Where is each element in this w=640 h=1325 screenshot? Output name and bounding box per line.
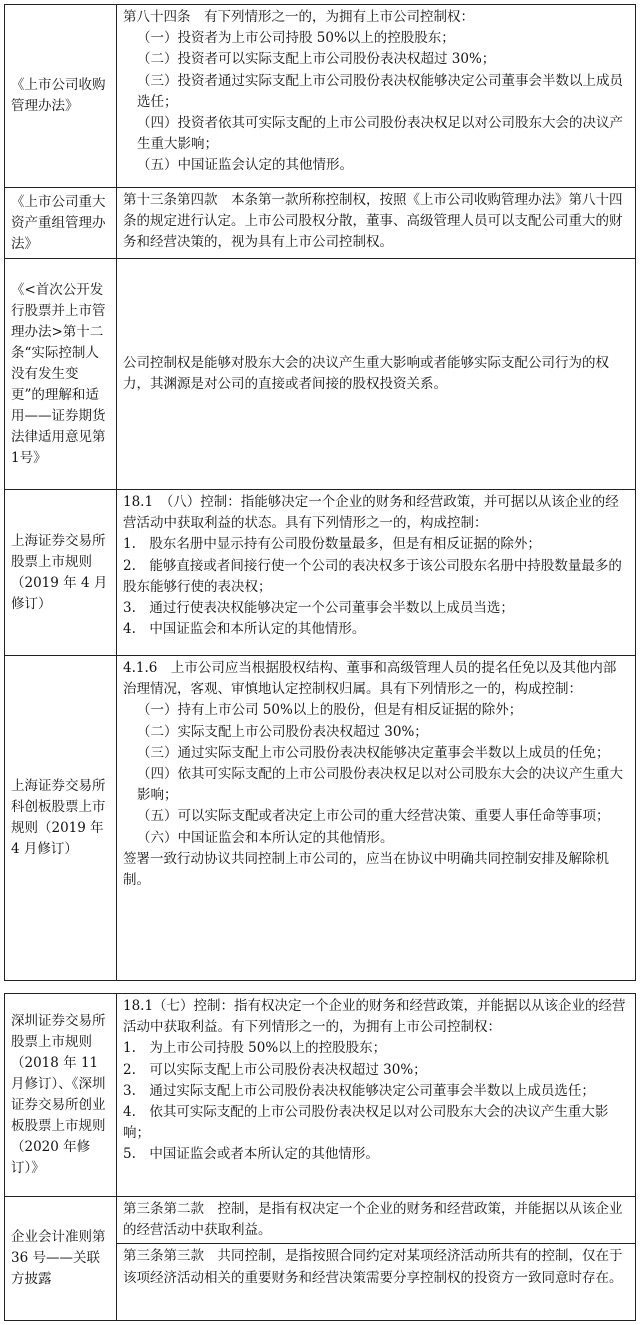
article-line: 1. 为上市公司持股 50%以上的控股股东； xyxy=(123,1040,387,1057)
source-cell xyxy=(5,994,117,1196)
article-line: 4. 中国证监会和本所认定的其他情形。 xyxy=(123,621,366,638)
source-name: 企业会计准则第 36 号——关联方披露 xyxy=(11,1229,106,1287)
article-line: 5. 中国证监会或者本所认定的其他情形。 xyxy=(123,1146,379,1163)
source-cell xyxy=(5,656,117,980)
article-line: （六）中国证监会和本所认定的其他情形。 xyxy=(137,829,394,846)
content-cell xyxy=(117,5,635,187)
source-name: 上海证券交易所科创板股票上市规则（2019 年 4 月修订） xyxy=(11,778,106,857)
table-row xyxy=(4,258,636,490)
source-name: 《上市公司重大资产重组管理办法》 xyxy=(11,193,106,252)
content-cell xyxy=(117,1197,635,1320)
article-line: （四）依其可实际支配的上市公司股份表决权足以对公司股东大会的决议产生重大影响； xyxy=(137,766,623,804)
article-line: （五）中国证监会认定的其他情形。 xyxy=(137,157,353,174)
table-row xyxy=(4,4,636,188)
source-name: 《<首次公开发行股票并上市管理办法>第十二条“实际控制人没有发生变更”的理解和适用——证券期货法律适用意见第1号》 xyxy=(11,281,106,466)
article-line: 第三条第三款 共同控制，是指按照合同约定对某项经济活动所共有的控制，仅在于该项经济活动相关的重要财务和经营决策需要分享控制权的投资方一致同意时存在。 xyxy=(123,1248,623,1286)
content-cell xyxy=(117,656,635,980)
article-line: 4. 依其可实际支配的上市公司股份表决权足以对公司股东大会的决议产生重大影响； xyxy=(123,1104,609,1142)
content-cell xyxy=(117,188,635,258)
article-line: 第十三条第四款 本条第一款所称控制权，按照《上市公司收购管理办法》第八十四条的规定进行认定。上市公司股权分散，董事、高级管理人员可以支配公司重大的财务和经营决策的，视为具有上市公司控制权。 xyxy=(123,192,623,251)
content-cell xyxy=(117,490,635,655)
article-line: 3. 通过实际支配上市公司股份表决权能够决定公司董事会半数以上成员选任； xyxy=(123,1082,595,1099)
article-line: 18.1 （八）控制：指能够决定一个企业的财务和经营政策，并可据以从该企业的经营活动中获取利益的状态。具有下列情形之一的，构成控制： xyxy=(123,494,619,532)
table-row xyxy=(4,1196,636,1321)
article-line: （二）投资者可以实际支配上市公司股份表决权超过 30%； xyxy=(137,51,496,68)
article-line: 3. 通过行使表决权能够决定一个公司董事会半数以上成员当选； xyxy=(123,600,514,617)
source-cell xyxy=(5,1197,117,1320)
article-line: 第八十四条 有下列情形之一的，为拥有上市公司控制权： xyxy=(123,9,474,25)
article-line: （一）持有上市公司 50%以上的股份，但是有相反证据的除外； xyxy=(137,702,523,719)
table-row xyxy=(4,655,636,981)
article-line: 4.1.6 上市公司应当根据股权结构、董事和高级管理人员的提名任免以及其他内部治理情况，客观、审慎地认定控制权归属。具有下列情形之一的，构成控制： xyxy=(123,660,617,698)
article-line: （二）实际支配上市公司股份表决权超过 30%； xyxy=(137,723,428,740)
table-row xyxy=(4,489,636,656)
source-name: 深圳证券交易所股票上市规则（2018 年 11 月修订）、《深圳证券交易所创业板股票上市规则（2020 年修订）》 xyxy=(11,1013,106,1176)
article-line: 签署一致行动协议共同控制上市公司的，应当在协议中明确共同控制安排及解除机制。 xyxy=(123,850,609,889)
article-line: 18.1（七）控制：指有权决定一个企业的财务和经营政策，并能据以从该企业的经营活动中获取利益。有下列情形之一的，为拥有上市公司控制权： xyxy=(123,998,626,1036)
table-row xyxy=(4,187,636,259)
content-cell xyxy=(117,994,635,1196)
article-line: （五）可以实际支配或者决定上市公司的重大经营决策、重要人事任命等事项； xyxy=(137,808,610,825)
article-line: （一）投资者为上市公司持股 50%以上的控股股东； xyxy=(137,30,455,47)
source-name: 《上市公司收购管理办法》 xyxy=(11,77,106,114)
source-cell xyxy=(5,259,117,489)
source-name: 上海证券交易所股票上市规则（2019 年 4 月修订） xyxy=(11,532,108,612)
article-line: 第三条第二款 控制，是指有权决定一个企业的财务和经营政策，并能据以从该企业的经营活动中获取利益。 xyxy=(117,1197,635,1244)
article-line: （三）投资者通过实际支配上市公司股份表决权能够决定公司董事会半数以上成员选任； xyxy=(137,72,623,110)
source-cell xyxy=(5,490,117,655)
article-line: 2. 能够直接或者间接行使一个公司的表决权多于该公司股东名册中持股数量最多的股东能够行使的表决权； xyxy=(123,557,622,595)
source-cell xyxy=(5,5,117,187)
table-row xyxy=(4,993,636,1197)
article-line: （四）投资者依其可实际支配的上市公司股份表决权足以对公司股东大会的决议产生重大影响； xyxy=(137,115,623,153)
article-line: 1. 股东名册中显示持有公司股份数量最多，但是有相反证据的除外； xyxy=(123,536,541,553)
source-cell xyxy=(5,188,117,258)
article-line: （三）通过实际支配上市公司股份表决权能够决定董事会半数以上成员的任免； xyxy=(137,744,610,761)
article-line: 2. 可以实际支配上市公司股份表决权超过 30%； xyxy=(123,1061,427,1078)
content-cell xyxy=(117,259,635,489)
article-line: 公司控制权是能够对股东大会的决议产生重大影响或者能够实际支配公司行为的权力，其渊源是对公司的直接或者间接的股权投资关系。 xyxy=(123,354,609,392)
